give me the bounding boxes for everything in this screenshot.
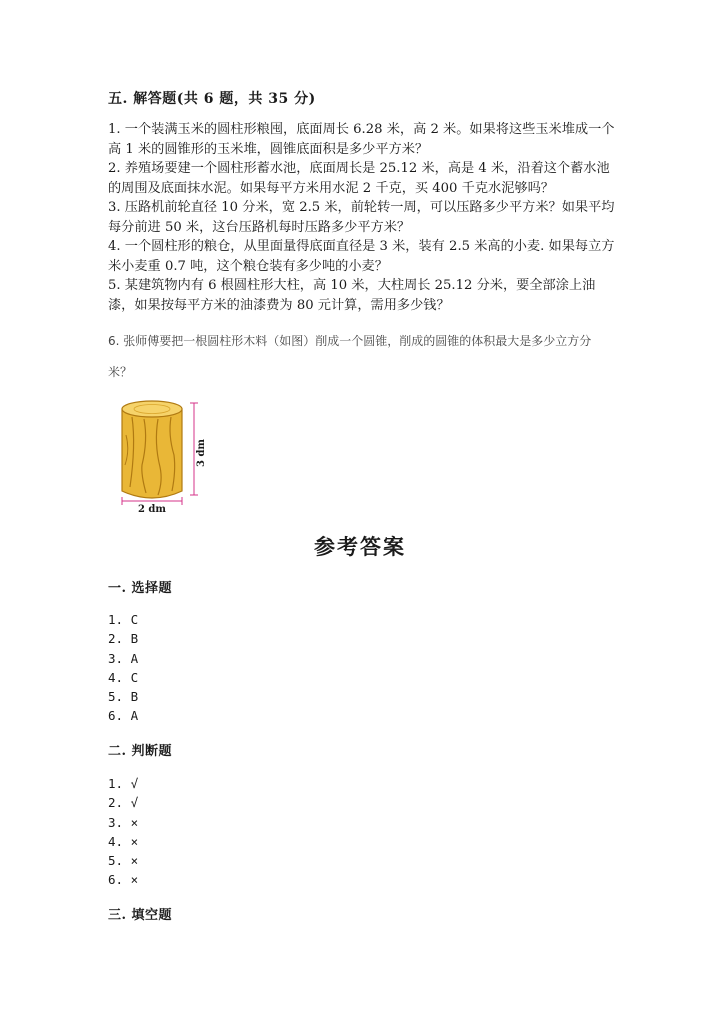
answer-item: 6. A [108, 708, 139, 724]
problem-3: 3. 压路机前轮直径 10 分米，宽 2.5 米，前轮转一周，可以压路多少平方米？如果平均每分前进 50 米，这台压路机每时压路多少平方米？ [108, 200, 615, 235]
answer-item: 3. × [108, 814, 139, 830]
answer-key-title: 参考答案 [314, 534, 406, 559]
wood-cylinder-figure [108, 395, 218, 515]
answer-item: 6. × [108, 872, 139, 888]
problem-list [108, 120, 618, 315]
problem-4: 4. 一个圆柱形的粮仓，从里面量得底面直径是 3 米，装有 2.5 米高的小麦. 如果每立方米小麦重 0.7 吨，这个粮仓装有多少吨的小麦？ [108, 239, 615, 274]
problem-6 [108, 332, 618, 380]
cylinder-top [122, 401, 182, 417]
answer-item: 1. C [108, 612, 139, 627]
problem-5: 5. 某建筑物内有 6 根圆柱形大柱，高 10 米，大柱周长 25.12 分米，要全部涂上油漆，如果按每平方米的油漆费为 80 元计算，需用多少钱？ [108, 278, 596, 313]
problem-6-text: 6. 张师傅要把一根圆柱形木料（如图）削成一个圆锥，削成的圆锥的体积最大是多少立方分 [108, 334, 592, 348]
answer-item: 2. √ [108, 795, 139, 811]
answer-item: 4. C [108, 669, 139, 685]
diameter-label: 2 dm [137, 504, 167, 515]
problem-2: 2. 养殖场要建一个圆柱形蓄水池，底面周长是 25.12 米，高是 4 米，沿着这个蓄水池的周围及底面抹水泥。如果每平方米用水泥 2 千克，买 400 千克水泥够吗？ [108, 161, 610, 196]
answer-item: 5. × [108, 853, 139, 869]
answer-list-1 [108, 610, 138, 726]
answer-item: 4. × [108, 833, 139, 849]
answer-item: 1. √ [108, 776, 139, 791]
problem-1: 1. 一个装满玉米的圆柱形粮囤，底面周长 6.28 米，高 2 米。如果将这些玉米堆成一个高 1 米的圆锥形的玉米堆，圆锥底面积是多少平方米？ [108, 122, 615, 157]
height-label: 3 dm [196, 438, 207, 468]
problem-6-text-cont: 米？ [108, 365, 133, 379]
answer-item: 2. B [108, 631, 139, 647]
answer-section-1-heading: 一. 选择题 [108, 581, 173, 596]
answer-item: 3. A [108, 650, 139, 666]
answer-section-3-heading: 三. 填空题 [108, 908, 173, 923]
answer-list-2 [108, 774, 138, 890]
section-5-heading: 五. 解答题(共 6 题，共 35 分) [108, 91, 316, 107]
answer-item: 5. B [108, 689, 139, 705]
answer-section-2-heading: 二. 判断题 [108, 744, 173, 759]
